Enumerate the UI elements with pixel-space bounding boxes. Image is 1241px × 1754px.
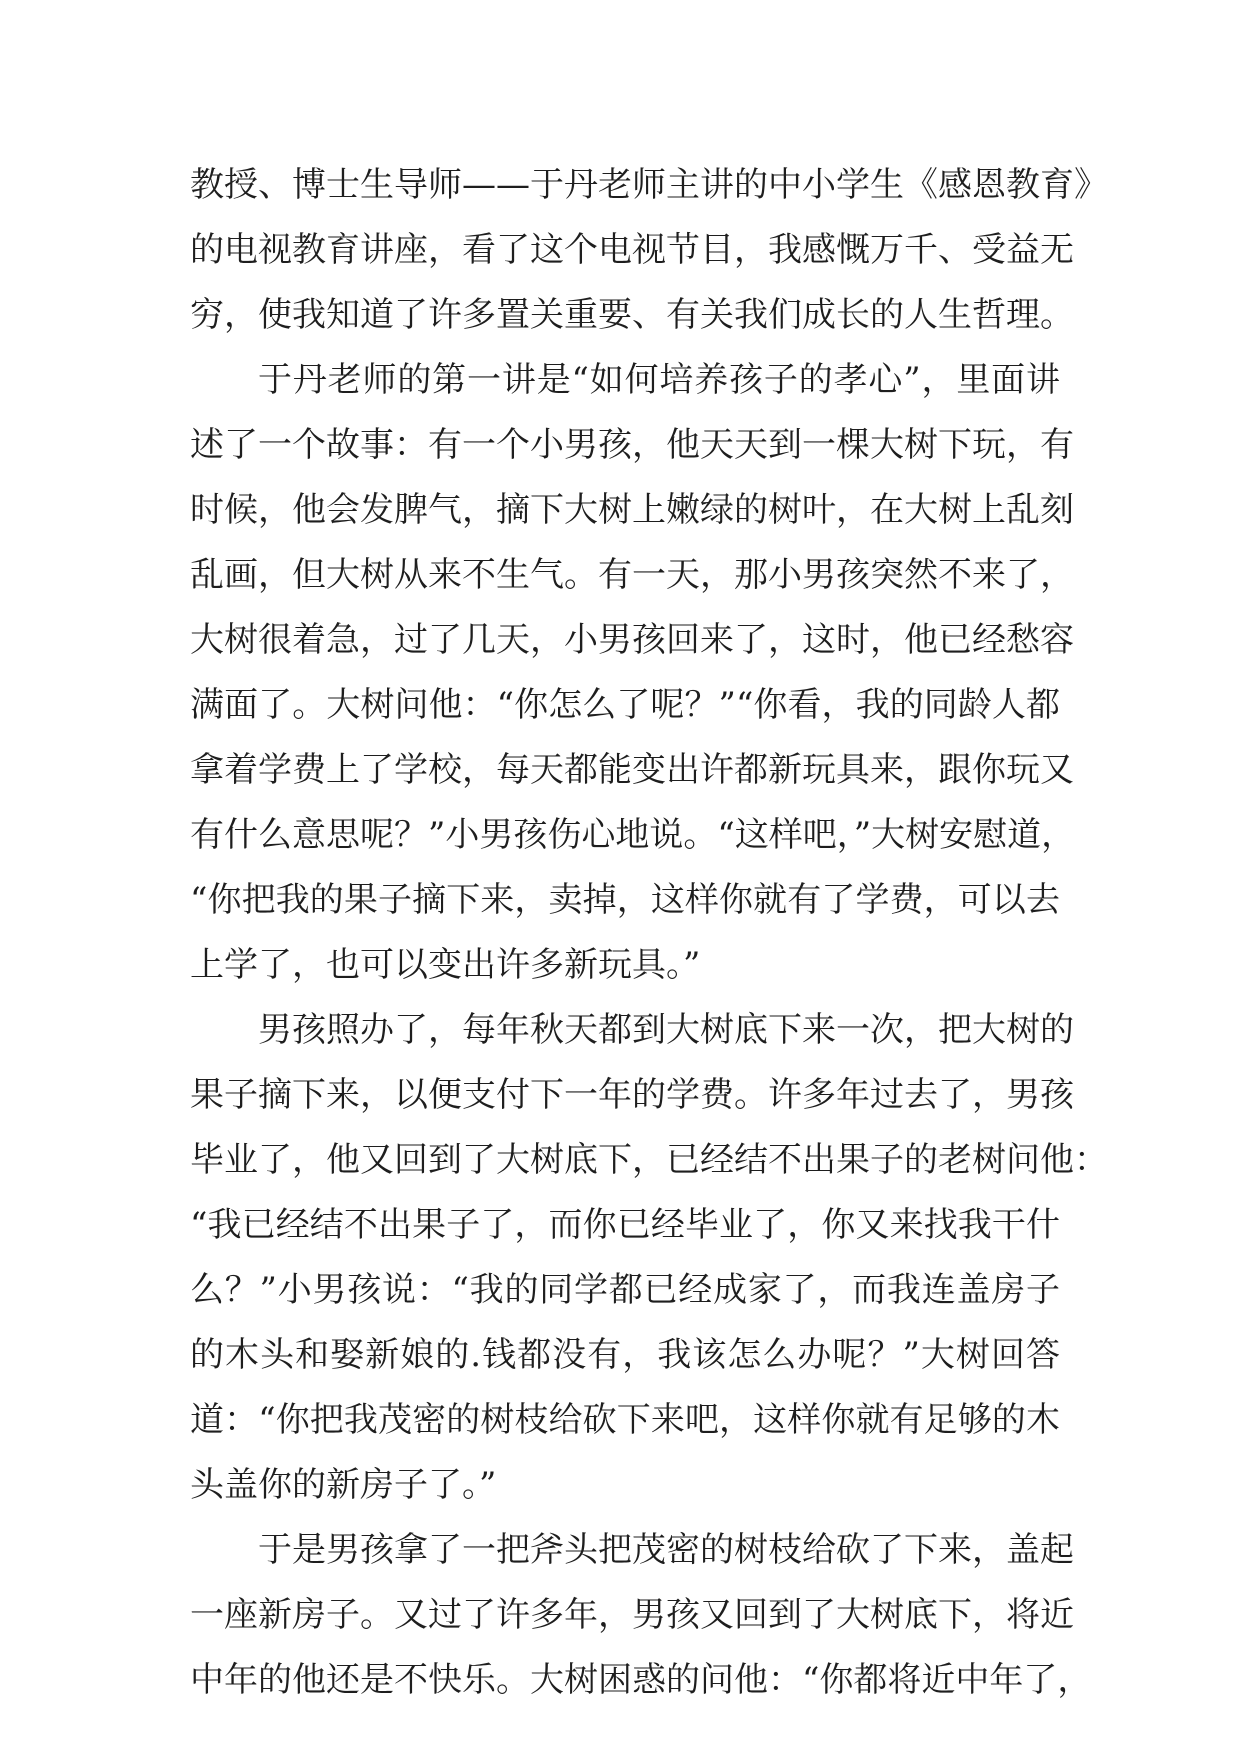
text-line: 的木头和娶新娘的.钱都没有，我该怎么办呢？”大树回答 — [190, 1335, 1060, 1375]
text-line: 教授、博士生导师——于丹老师主讲的中小学生《感恩教育》 — [190, 165, 1108, 205]
text-line: 上学了，也可以变出许多新玩具。” — [190, 945, 701, 985]
text-line: 头盖你的新房子了。” — [190, 1465, 497, 1505]
text-line: 道：“你把我茂密的树枝给砍下来吧，这样你就有足够的木 — [190, 1400, 1060, 1440]
text-line: 一座新房子。又过了许多年，男孩又回到了大树底下，将近 — [190, 1595, 1074, 1635]
text-line: 拿着学费上了学校，每天都能变出许都新玩具来，跟你玩又 — [190, 750, 1074, 790]
text-line: 乱画，但大树从来不生气。有一天，那小男孩突然不来了， — [190, 555, 1074, 595]
text-line: 满面了。大树问他：“你怎么了呢？”“你看，我的同龄人都 — [190, 685, 1060, 725]
text-line: 么？”小男孩说：“我的同学都已经成家了，而我连盖房子 — [190, 1270, 1060, 1310]
text-line: 的电视教育讲座，看了这个电视节目，我感慨万千、受益无 — [190, 230, 1074, 270]
paragraph-first-line: 于丹老师的第一讲是“如何培养孩子的孝心”，里面讲 — [258, 360, 1060, 400]
text-line: “你把我的果子摘下来，卖掉，这样你就有了学费，可以去 — [190, 880, 1060, 920]
text-line: 有什么意思呢？”小男孩伤心地说。“这样吧，”大树安慰道， — [190, 815, 1076, 855]
text-line: 述了一个故事：有一个小男孩，他天天到一棵大树下玩，有 — [190, 425, 1074, 465]
body-text — [190, 153, 1108, 1713]
paragraph-first-line: 男孩照办了，每年秋天都到大树底下来一次，把大树的 — [258, 1010, 1074, 1050]
text-line: 中年的他还是不快乐。大树困惑的问他：“你都将近中年了， — [190, 1660, 1092, 1700]
text-line: 大树很着急，过了几天，小男孩回来了，这时，他已经愁容 — [190, 620, 1074, 660]
text-line: “我已经结不出果子了，而你已经毕业了，你又来找我干什 — [190, 1205, 1060, 1245]
text-line: 穷，使我知道了许多置关重要、有关我们成长的人生哲理。 — [190, 295, 1074, 335]
text-line: 时候，他会发脾气，摘下大树上嫩绿的树叶，在大树上乱刻 — [190, 490, 1074, 530]
text-line: 毕业了，他又回到了大树底下，已经结不出果子的老树问他： — [190, 1140, 1108, 1180]
text-line: 果子摘下来，以便支付下一年的学费。许多年过去了，男孩 — [190, 1075, 1074, 1115]
paragraph-first-line: 于是男孩拿了一把斧头把茂密的树枝给砍了下来，盖起 — [258, 1530, 1074, 1570]
